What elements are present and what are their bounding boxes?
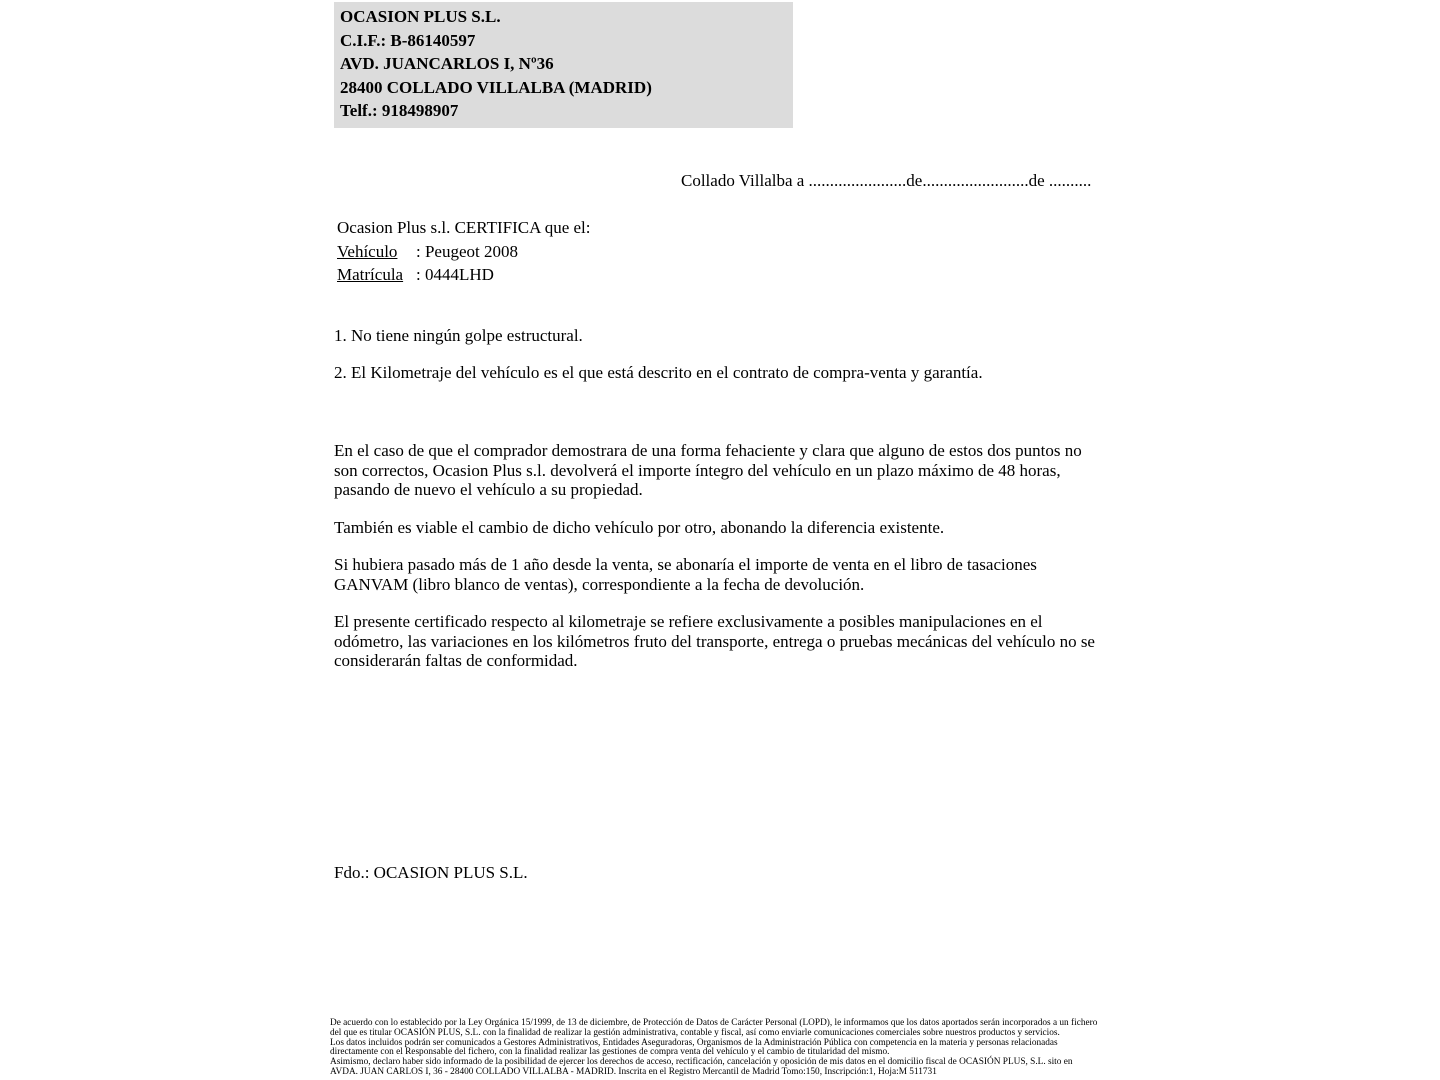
company-cif: C.I.F.: B-86140597 [340,30,476,50]
paragraph-refund: En el caso de que el comprador demostrara de una forma fehaciente y clara que alguno de estos dos puntos no son correctos, Ocasion Plus s.l. devolverá el importe íntegro del vehículo en un plazo máximo de 48 horas, pasando de nuevo el vehículo a su propiedad. [334,441,1082,499]
legal-paragraph-rights: Asimismo, declaro haber sido informado de la posibilidad de ejercer los derechos de acceso, rectificación, cancelación y oposición de mis datos en el domicilio fiscal de OCASIÓN PLUS, S.L. sito en AVDA. JUAN CARLOS I, 36 - 28400 COLLADO VILLALBA - MADRID. Inscrita en el Registro Mercantil de Madrid Tomo:150, Inscripción:1, Hoja:M 511731 [330,1057,1073,1077]
paragraph-exchange: También es viable el cambio de dicho vehículo por otro, abonando la diferencia existente. [334,517,945,537]
company-address: AVD. JUANCARLOS I, Nº36 [340,54,554,73]
legal-paragraph-data-sharing: Los datos incluidos podrán ser comunicados a Gestores Administrativos, Entidades Aseguradoras, Organismos de la Administración Pública con competencia en la materia y personas relacionadas directamente con el Responsable del fichero, con la finalidad realizar las gestiones de compra venta del vehículo y el cambio de titularidad del mismo. [330,1037,1058,1058]
point-2: 2. El Kilometraje del vehículo es el que está descrito en el contrato de compra-venta y garantía. [334,363,983,382]
vehicle-value: : Peugeot 2008 [416,241,518,261]
points-list [334,326,1104,400]
point-1: 1. No tiene ningún golpe estructural. [334,326,583,345]
certification-block [337,216,591,287]
signature-line: Fdo.: OCASION PLUS S.L. [334,863,528,882]
company-city: 28400 COLLADO VILLALBA (MADRID) [340,77,652,97]
plate-value: : 0444LHD [416,265,494,284]
vehicle-label: Vehículo [337,241,398,261]
date-line: Collado Villalba a .......................de.........................de .......... [681,171,1092,190]
legal-notice [330,1019,1102,1078]
plate-row [337,263,591,287]
certify-intro: Ocasion Plus s.l. CERTIFICA que el: [337,218,591,237]
legal-paragraph-lopd: De acuerdo con lo establecido por la Ley Orgánica 15/1999, de 13 de diciembre, de Protección de Datos de Carácter Personal (LOPD), le informamos que los datos aportados serán incorporados a un fichero del que es titular OCASIÓN PLUS, S.L. con la finalidad de realizar la gestión administrativa, contable y fiscal, así como enviarle comunicaciones comerciales sobre nuestros productos y servicios. [330,1018,1098,1038]
company-header-box [334,2,793,128]
paragraph-ganvam: Si hubiera pasado más de 1 año desde la venta, se abonaría el importe de venta en el libro de tasaciones GANVAM (libro blanco de ventas), correspondiente a la fecha de devolución. [334,555,1037,594]
body-text [334,441,1104,689]
company-phone: Telf.: 918498907 [340,101,459,120]
paragraph-odometer: El presente certificado respecto al kilometraje se refiere exclusivamente a posibles manipulaciones en el odómetro, las variaciones en los kilómetros fruto del transporte, entrega o pruebas mecánicas del vehículo no se considerarán faltas de conformidad. [334,612,1095,670]
plate-label: Matrícula [337,265,404,284]
vehicle-row [337,240,591,264]
company-name: OCASION PLUS S.L. [340,7,501,26]
